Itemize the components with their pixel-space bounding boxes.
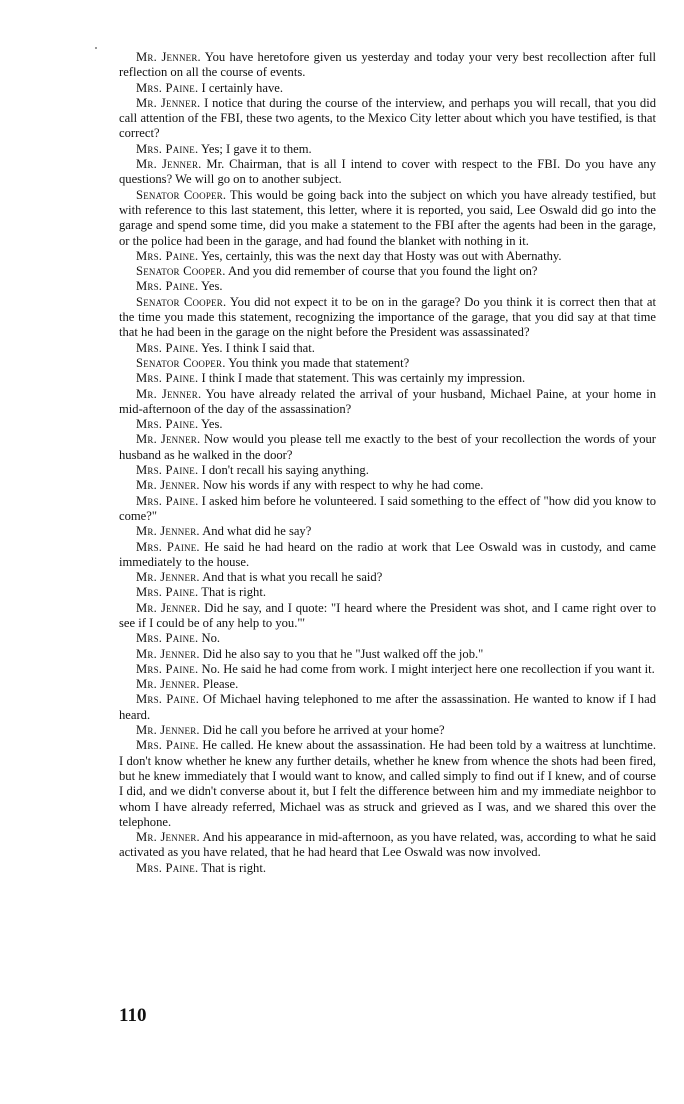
testimony-paragraph — [119, 157, 656, 188]
speaker-name: Senator Cooper. — [136, 355, 226, 370]
speaker-name: Mr. Jenner. — [136, 646, 200, 661]
paragraph-text: I don't recall his saying anything. — [198, 463, 369, 478]
speaker-name: Mrs. Paine. — [136, 417, 199, 432]
page-number: 110 — [119, 1005, 147, 1026]
paragraph-text: No. He said he had come from work. I might interject here one recollection if you want it. — [198, 661, 655, 676]
testimony-paragraph — [119, 463, 656, 478]
testimony-paragraph — [119, 249, 656, 264]
testimony-paragraph — [119, 738, 656, 830]
paragraph-text: Yes; I gave it to them. — [198, 141, 312, 156]
speaker-name: Mr. Jenner. — [136, 432, 201, 447]
paragraph-text: You have already related the arrival of your husband, Michael Paine, at your home in mid-afternoon of the day of the assassination? — [119, 386, 656, 416]
paragraph-text: You did not expect it to be on in the garage? Do you think it is correct then that at the time you made this statement, recognizing the importance of the garage, that you did say at that time that he had been in the garage on the night before the President was assassinated? — [119, 294, 656, 340]
scan-speck — [95, 47, 97, 49]
paragraph-text: Did he also say to you that he "Just walked off the job." — [199, 646, 484, 661]
testimony-paragraph — [119, 861, 656, 876]
testimony-paragraph — [119, 50, 656, 81]
speaker-name: Mrs. Paine. — [136, 539, 200, 554]
paragraph-text: Yes, certainly, this was the next day that Hosty was out with Abernathy. — [198, 248, 562, 263]
speaker-name: Mrs. Paine. — [136, 340, 199, 355]
paragraph-text: You have heretofore given us yesterday and today your very best recollection after full reflection on all the course of events. — [119, 50, 656, 80]
speaker-name: Mrs. Paine. — [136, 585, 199, 600]
speaker-name: Senator Cooper. — [136, 264, 226, 279]
speaker-name: Mrs. Paine. — [136, 692, 200, 707]
speaker-name: Mrs. Paine. — [136, 493, 199, 508]
speaker-name: Mrs. Paine. — [136, 80, 199, 95]
paragraph-text: That is right. — [198, 585, 266, 600]
speaker-name: Mr. Jenner. — [136, 386, 202, 401]
paragraph-text: Yes. — [198, 417, 223, 432]
paragraph-text: And that is what you recall he said? — [199, 570, 383, 585]
testimony-paragraph — [119, 662, 656, 677]
paragraph-text: I asked him before he volunteered. I said something to the effect of "how did you know to come?" — [119, 493, 656, 523]
paragraph-text: I certainly have. — [198, 80, 283, 95]
testimony-paragraph — [119, 188, 656, 249]
speaker-name: Mr. Jenner. — [136, 830, 200, 845]
paragraph-text: Please. — [199, 677, 239, 692]
paragraph-text: I think I made that statement. This was certainly my impression. — [198, 371, 526, 386]
testimony-paragraph — [119, 692, 656, 723]
paragraph-text: Did he say, and I quote: "I heard where the President was shot, and I came right over to see if I could be of any help to you."' — [119, 600, 656, 630]
paragraph-text: I notice that during the course of the interview, and perhaps you will recall, that you did call attention of the FBI, these two agents, to the Mexico City letter about which you have testified, is that correct? — [119, 95, 656, 141]
testimony-paragraph — [119, 96, 656, 142]
speaker-name: Mrs. Paine. — [136, 738, 199, 753]
testimony-paragraph — [119, 279, 656, 294]
speaker-name: Mr. Jenner. — [136, 524, 200, 539]
testimony-text — [119, 50, 656, 876]
testimony-paragraph — [119, 387, 656, 418]
speaker-name: Mr. Jenner. — [136, 677, 200, 692]
testimony-paragraph — [119, 647, 656, 662]
paragraph-text: That is right. — [198, 860, 266, 875]
paragraph-text: Mr. Chairman, that is all I intend to cover with respect to the FBI. Do you have any questions? We will go on to another subject. — [119, 157, 656, 187]
testimony-paragraph — [119, 723, 656, 738]
speaker-name: Mrs. Paine. — [136, 279, 199, 294]
speaker-name: Mr. Jenner. — [136, 157, 202, 172]
testimony-paragraph — [119, 356, 656, 371]
speaker-name: Mrs. Paine. — [136, 371, 199, 386]
testimony-paragraph — [119, 540, 656, 571]
speaker-name: Mrs. Paine. — [136, 248, 199, 263]
paragraph-text: You think you made that statement? — [225, 355, 410, 370]
testimony-paragraph — [119, 295, 656, 341]
speaker-name: Mrs. Paine. — [136, 141, 199, 156]
paragraph-text: Now would you please tell me exactly to the best of your recollection the words of your husband as he walked in the door? — [119, 432, 656, 462]
testimony-paragraph — [119, 677, 656, 692]
testimony-paragraph — [119, 371, 656, 386]
paragraph-text: Now his words if any with respect to why he had come. — [199, 478, 484, 493]
paragraph-text: This would be going back into the subject on which you have already testified, but with reference to this last statement, this letter, where it is reported, you said, Lee Oswald did go into the garage and spend some time, did you make a statement to the FBI after the agents had been in the garage, or the police had been in the garage, and had found the blanket with nothing in it. — [119, 187, 656, 248]
speaker-name: Mr. Jenner. — [136, 50, 201, 64]
paragraph-text: And what did he say? — [199, 524, 312, 539]
paragraph-text: He called. He knew about the assassination. He had been told by a waitress at lunchtime. I don't know whether he knew any further details, whether he knew from whence the shots had been fired, but he knew immediately that I would want to know, and called simply to find out if I knew, and of course I did, and we didn't converse about it, but I felt the difference between him and my immediate neighbor to whom I have already referred, Michael was as struck and grieved as I was, and we shared this over the telephone. — [119, 738, 656, 829]
paragraph-text: Of Michael having telephoned to me after the assassination. He wanted to know if I had heard. — [119, 692, 656, 722]
speaker-name: Mr. Jenner. — [136, 723, 200, 738]
testimony-paragraph — [119, 341, 656, 356]
speaker-name: Mrs. Paine. — [136, 631, 199, 646]
testimony-paragraph — [119, 81, 656, 96]
testimony-paragraph — [119, 570, 656, 585]
speaker-name: Mr. Jenner. — [136, 600, 201, 615]
testimony-paragraph — [119, 631, 656, 646]
paragraph-text: Yes. — [198, 279, 223, 294]
testimony-paragraph — [119, 478, 656, 493]
speaker-name: Mr. Jenner. — [136, 95, 201, 110]
testimony-paragraph — [119, 585, 656, 600]
paragraph-text: Did he call you before he arrived at your home? — [199, 723, 445, 738]
paragraph-text: And you did remember of course that you found the light on? — [225, 264, 538, 279]
speaker-name: Mrs. Paine. — [136, 463, 199, 478]
testimony-paragraph — [119, 142, 656, 157]
testimony-paragraph — [119, 417, 656, 432]
speaker-name: Mr. Jenner. — [136, 478, 200, 493]
testimony-paragraph — [119, 264, 656, 279]
testimony-paragraph — [119, 601, 656, 632]
testimony-paragraph — [119, 494, 656, 525]
speaker-name: Mrs. Paine. — [136, 860, 199, 875]
testimony-paragraph — [119, 432, 656, 463]
speaker-name: Mr. Jenner. — [136, 570, 200, 585]
speaker-name: Senator Cooper. — [136, 294, 227, 309]
paragraph-text: He said he had heard on the radio at work that Lee Oswald was in custody, and came immediately to the house. — [119, 539, 656, 569]
speaker-name: Mrs. Paine. — [136, 661, 199, 676]
paragraph-text: Yes. I think I said that. — [198, 340, 315, 355]
paragraph-text: And his appearance in mid-afternoon, as you have related, was, according to what he said activated as you have related, that he had heard that Lee Oswald was now involved. — [119, 830, 656, 860]
speaker-name: Senator Cooper. — [136, 187, 227, 202]
testimony-paragraph — [119, 830, 656, 861]
testimony-paragraph — [119, 524, 656, 539]
paragraph-text: No. — [198, 631, 221, 646]
